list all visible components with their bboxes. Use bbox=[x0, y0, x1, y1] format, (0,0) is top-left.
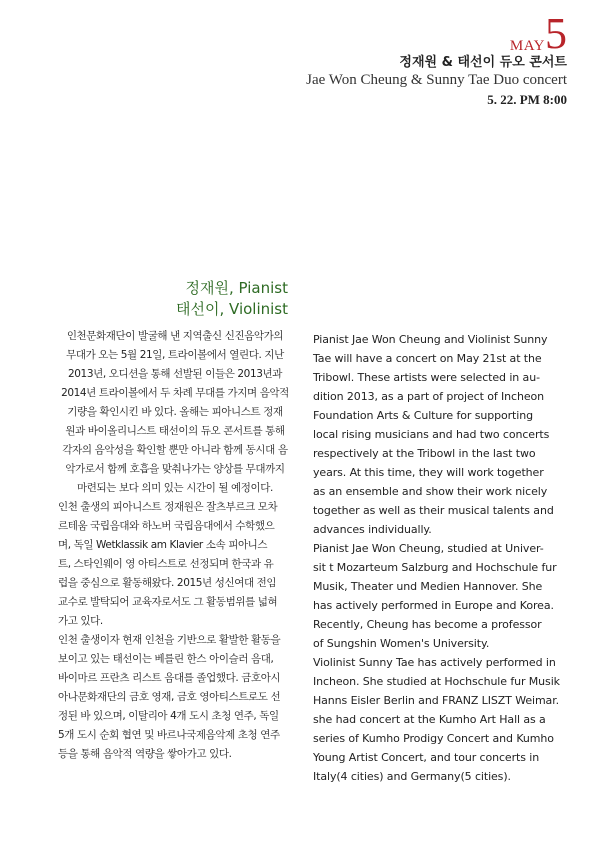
text-line: 럽을 중심으로 활동해왔다. 2015년 성신여대 전임 bbox=[58, 577, 277, 589]
text-line: 인천문화재단이 발굴해 낸 지역출신 신진음악가의 bbox=[66, 330, 284, 342]
text-line: Young Artist Concert, and tour concerts in bbox=[313, 751, 540, 764]
text-line: advances individually. bbox=[313, 523, 432, 536]
text-line: Violinist Sunny Tae has actively performed in bbox=[313, 656, 556, 669]
text-line: Pianist Jae Won Cheung and Violinist Sunny bbox=[313, 333, 548, 346]
text-line: 5개 도시 순회 협연 및 바르나국제음악제 초청 연주 bbox=[58, 729, 280, 741]
korean-intro-paragraph bbox=[58, 327, 292, 498]
text-line: 2013년, 오디션을 통해 선발된 이들은 2013년과 bbox=[67, 368, 282, 380]
text-line: 등을 통해 음악적 역량을 쌓아가고 있다. bbox=[58, 748, 232, 760]
text-line: 며, 독일 Wetklassik am Klavier 소속 피아니스 bbox=[58, 539, 268, 551]
text-line: 기량을 확인시킨 바 있다. 올해는 피아니스트 정재 bbox=[67, 406, 283, 418]
text-line: 트, 스타인웨이 영 아티스트로 선정되며 한국과 유 bbox=[58, 558, 274, 570]
text-line: series of Kumho Prodigy Concert and Kumho bbox=[313, 732, 554, 745]
text-line: respectively at the Tribowl in the last two bbox=[313, 447, 536, 460]
performer-violinist: 태선이, Violinist bbox=[176, 300, 288, 318]
text-line: Tae will have a concert on May 21st at the bbox=[313, 352, 542, 365]
text-line: 아나문화재단의 금호 영재, 금호 영아티스트로도 선 bbox=[58, 691, 281, 703]
text-line: 르테움 국립음대와 하노버 국립음대에서 수학했으 bbox=[58, 520, 275, 532]
text-line: Pianist Jae Won Cheung, studied at Univer- bbox=[313, 542, 544, 555]
text-line: 바이마르 프란츠 리스트 음대를 졸업했다. 금호아시 bbox=[58, 672, 281, 684]
english-pianist-paragraph bbox=[313, 539, 573, 653]
concert-title-english: Jae Won Cheung & Sunny Tae Duo concert bbox=[306, 72, 567, 88]
text-line: she had concert at the Kumho Art Hall as a bbox=[313, 713, 546, 726]
performer-names bbox=[176, 278, 288, 320]
text-line: Incheon. She studied at Hochschule fur Musik bbox=[313, 675, 560, 688]
english-column bbox=[313, 330, 573, 786]
text-line: dition 2013, as a part of project of Incheon bbox=[313, 390, 545, 403]
text-line: 마련되는 보다 의미 있는 시간이 될 예정이다. bbox=[77, 482, 273, 494]
text-line: 정된 바 있으며, 이탈리아 4개 도시 초청 연주, 독일 bbox=[58, 710, 279, 722]
text-line: 원과 바이올리니스트 태선이의 듀오 콘서트를 통해 bbox=[65, 425, 285, 437]
text-line: 보이고 있는 태선이는 베를린 한스 아이슬러 음대, bbox=[58, 653, 274, 665]
text-line: 인천 출생이자 현재 인천을 기반으로 활발한 활동을 bbox=[58, 634, 281, 646]
english-violinist-paragraph bbox=[313, 653, 573, 786]
date-badge bbox=[306, 9, 567, 58]
text-line: of Sungshin Women's University. bbox=[313, 637, 490, 650]
text-line: sit t Mozarteum Salzburg and Hochschule fur bbox=[313, 561, 557, 574]
korean-pianist-paragraph bbox=[58, 498, 292, 631]
text-line: Italy(4 cities) and Germany(5 cities). bbox=[313, 770, 511, 783]
concert-header bbox=[306, 9, 567, 109]
text-line: as an ensemble and show their work nicely bbox=[313, 485, 548, 498]
text-line: Tribowl. These artists were selected in au- bbox=[313, 371, 540, 384]
text-line: 인천 출생의 피아니스트 정재원은 잘츠부르크 모차 bbox=[58, 501, 278, 513]
text-line: Musik, Theater und Medien Hannover. She bbox=[313, 580, 543, 593]
text-line: 각자의 음악성을 확인할 뿐만 아니라 함께 동시대 음 bbox=[62, 444, 288, 456]
text-line: Recently, Cheung has become a professor bbox=[313, 618, 542, 631]
month-label: MAY bbox=[509, 38, 545, 54]
text-line: has actively performed in Europe and Korea. bbox=[313, 599, 554, 612]
text-line: Hanns Eisler Berlin and FRANZ LISZT Weimar. bbox=[313, 694, 560, 707]
concert-datetime: 5. 22. PM 8:00 bbox=[487, 92, 567, 107]
text-line: years. At this time, they will work together bbox=[313, 466, 544, 479]
text-line: together as well as their musical talents and bbox=[313, 504, 554, 517]
text-line: 가고 있다. bbox=[58, 615, 103, 627]
day-number: 5 bbox=[545, 9, 567, 58]
text-line: local rising musicians and had two concerts bbox=[313, 428, 550, 441]
text-line: 무대가 오는 5월 21일, 트라이볼에서 열린다. 지난 bbox=[66, 349, 284, 361]
text-line: Foundation Arts & Culture for supporting bbox=[313, 409, 533, 422]
korean-column bbox=[58, 327, 292, 764]
text-line: 교수로 발탁되어 교육자로서도 그 활동범위를 넓혀 bbox=[58, 596, 278, 608]
english-intro-paragraph bbox=[313, 330, 573, 539]
concert-title-korean: 정재원 & 태선이 듀오 콘서트 bbox=[399, 55, 567, 70]
performer-pianist: 정재원, Pianist bbox=[185, 279, 288, 297]
text-line: 2014년 트라이볼에서 두 차례 무대를 가지며 음악적 bbox=[61, 387, 289, 399]
text-line: 악가로서 함께 호흡을 맞춰나가는 양상를 무대까지 bbox=[65, 463, 285, 475]
korean-violinist-paragraph bbox=[58, 631, 292, 764]
